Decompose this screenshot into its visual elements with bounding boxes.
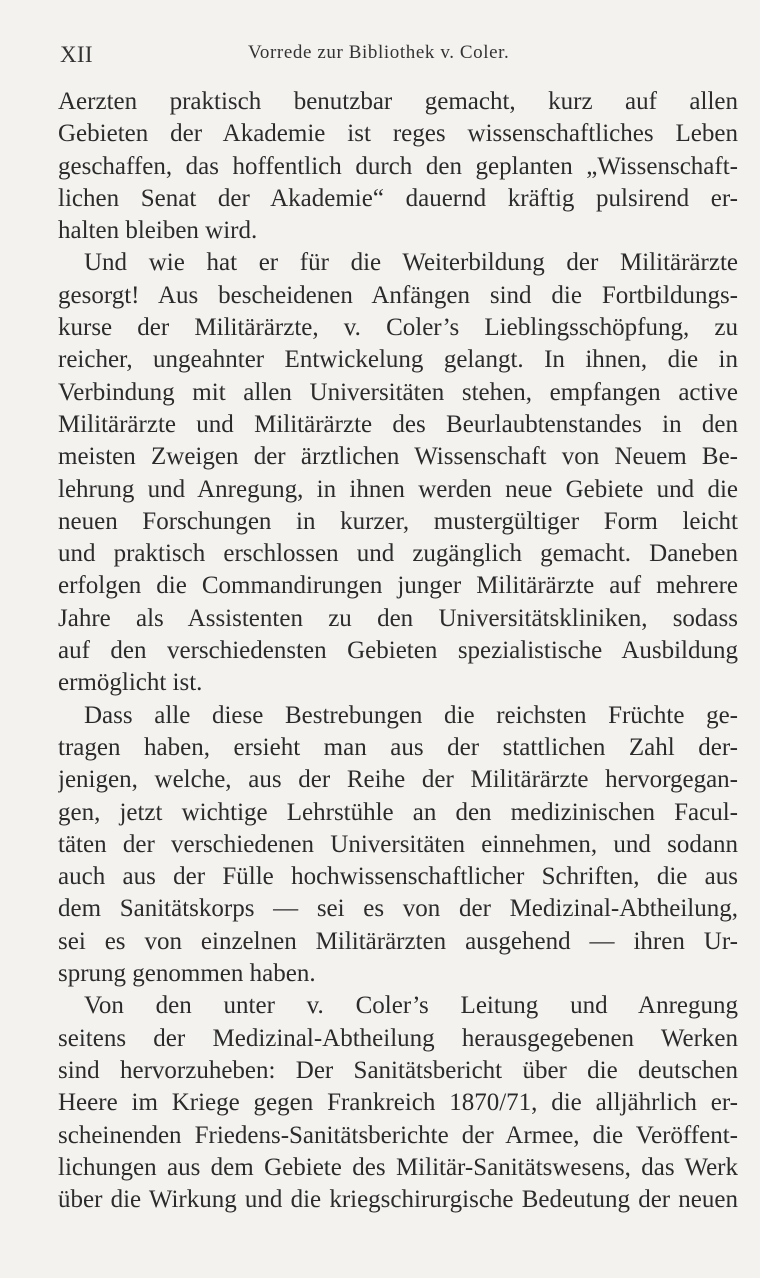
text-line: Dass alle diese Bestrebungen die reichsten Früchte ge-: [84, 701, 738, 729]
text-line: jenigen, welche, aus der Reihe der Militärärzte hervorgegan-: [58, 766, 738, 794]
text-line: und praktisch erschlossen und zugänglich gemacht. Daneben: [58, 540, 738, 568]
text-line: tragen haben, ersieht man aus der stattlichen Zahl der-: [58, 733, 738, 761]
text-line: erfolgen die Commandirungen junger Militärärzte auf mehrere: [58, 572, 738, 600]
text-line: sind hervorzuheben: Der Sanitätsbericht über die deutschen: [58, 1056, 738, 1084]
text-line: halten bleiben wird.: [58, 217, 258, 245]
text-line: meisten Zweigen der ärztlichen Wissenschaft von Neuem Be-: [58, 443, 738, 471]
text-line: auch aus der Fülle hochwissenschaftlicher Schriften, die aus: [58, 863, 738, 891]
text-line: kurse der Militärärzte, v. Coler’s Lieblingsschöpfung, zu: [58, 314, 738, 342]
text-line: Von den unter v. Coler’s Leitung und Anregung: [84, 992, 738, 1020]
text-line: lehrung und Anregung, in ihnen werden neue Gebiete und die: [58, 475, 738, 503]
text-line: Heere im Kriege gegen Frankreich 1870/71, die alljährlich er-: [58, 1089, 738, 1117]
text-line: gen, jetzt wichtige Lehrstühle an den medizinischen Facul-: [58, 798, 738, 826]
text-line: Verbindung mit allen Universitäten stehen, empfangen active: [58, 378, 738, 406]
text-line: sprung genommen haben.: [58, 960, 316, 988]
text-line: täten der verschiedenen Universitäten einnehmen, und sodann: [58, 830, 738, 858]
text-line: lichen Senat der Akademie“ dauernd kräftig pulsirend er-: [58, 184, 738, 212]
text-line: Militärärzte und Militärärzte des Beurlaubtenstandes in den: [58, 410, 738, 438]
text-line: lichungen aus dem Gebiete des Militär-Sanitätswesens, das Werk: [58, 1153, 738, 1181]
page-header: [60, 42, 720, 72]
text-line: gesorgt! Aus bescheidenen Anfängen sind die Fortbildungs-: [58, 281, 738, 309]
text-line: reicher, ungeahnter Entwickelung gelangt. In ihnen, die in: [58, 346, 738, 374]
text-line: dem Sanitätskorps — sei es von der Medizinal-Abtheilung,: [58, 895, 738, 923]
text-line: scheinenden Friedens-Sanitätsberichte der Armee, die Veröffent-: [58, 1121, 738, 1149]
page-number: XII: [60, 42, 93, 67]
running-head: Vorrede zur Bibliothek v. Coler.: [248, 42, 510, 63]
text-line: Jahre als Assistenten zu den Universitätskliniken, sodass: [58, 604, 738, 632]
text-line: über die Wirkung und die kriegschirurgische Bedeutung der neuen: [58, 1186, 738, 1214]
text-line: neuen Forschungen in kurzer, mustergültiger Form leicht: [58, 507, 738, 535]
text-line: seitens der Medizinal-Abtheilung herausgegebenen Werken: [58, 1024, 738, 1052]
text-line: Gebieten der Akademie ist reges wissenschaftliches Leben: [58, 120, 738, 148]
text-line: Aerzten praktisch benutzbar gemacht, kurz auf allen: [58, 88, 738, 115]
text-line: ermöglicht ist.: [58, 669, 203, 697]
body-text: [58, 86, 738, 1216]
text-line: sei es von einzelnen Militärärzten ausgehend — ihren Ur-: [58, 927, 738, 955]
text-line: Und wie hat er für die Weiterbildung der Militärärzte: [84, 249, 738, 277]
text-line: auf den verschiedensten Gebieten spezialistische Ausbildung: [58, 637, 738, 665]
text-line: geschaffen, das hoffentlich durch den geplanten „Wissenschaft-: [58, 152, 738, 180]
